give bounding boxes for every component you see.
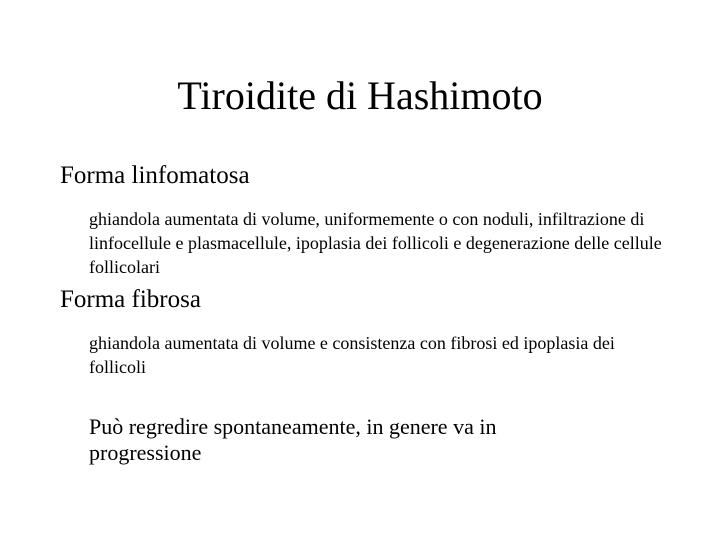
- section-heading-linfomatosa: Forma linfomatosa: [60, 162, 250, 189]
- section-heading-fibrosa: Forma fibrosa: [60, 286, 201, 313]
- slide-title: Tiroidite di Hashimoto: [177, 73, 543, 118]
- section-detail-fibrosa: ghiandola aumentata di volume e consistenza con fibrosi ed ipoplasia dei follicoli: [89, 333, 615, 377]
- prognosis-note: Può regredire spontaneamente, in genere va in progressione: [89, 414, 497, 465]
- section-detail-linfomatosa: ghiandola aumentata di volume, uniformemente o con noduli, infiltrazione di linfocellule e plasmacellule, ipoplasia dei follicoli e degenerazione delle cellule follicolari: [89, 209, 662, 277]
